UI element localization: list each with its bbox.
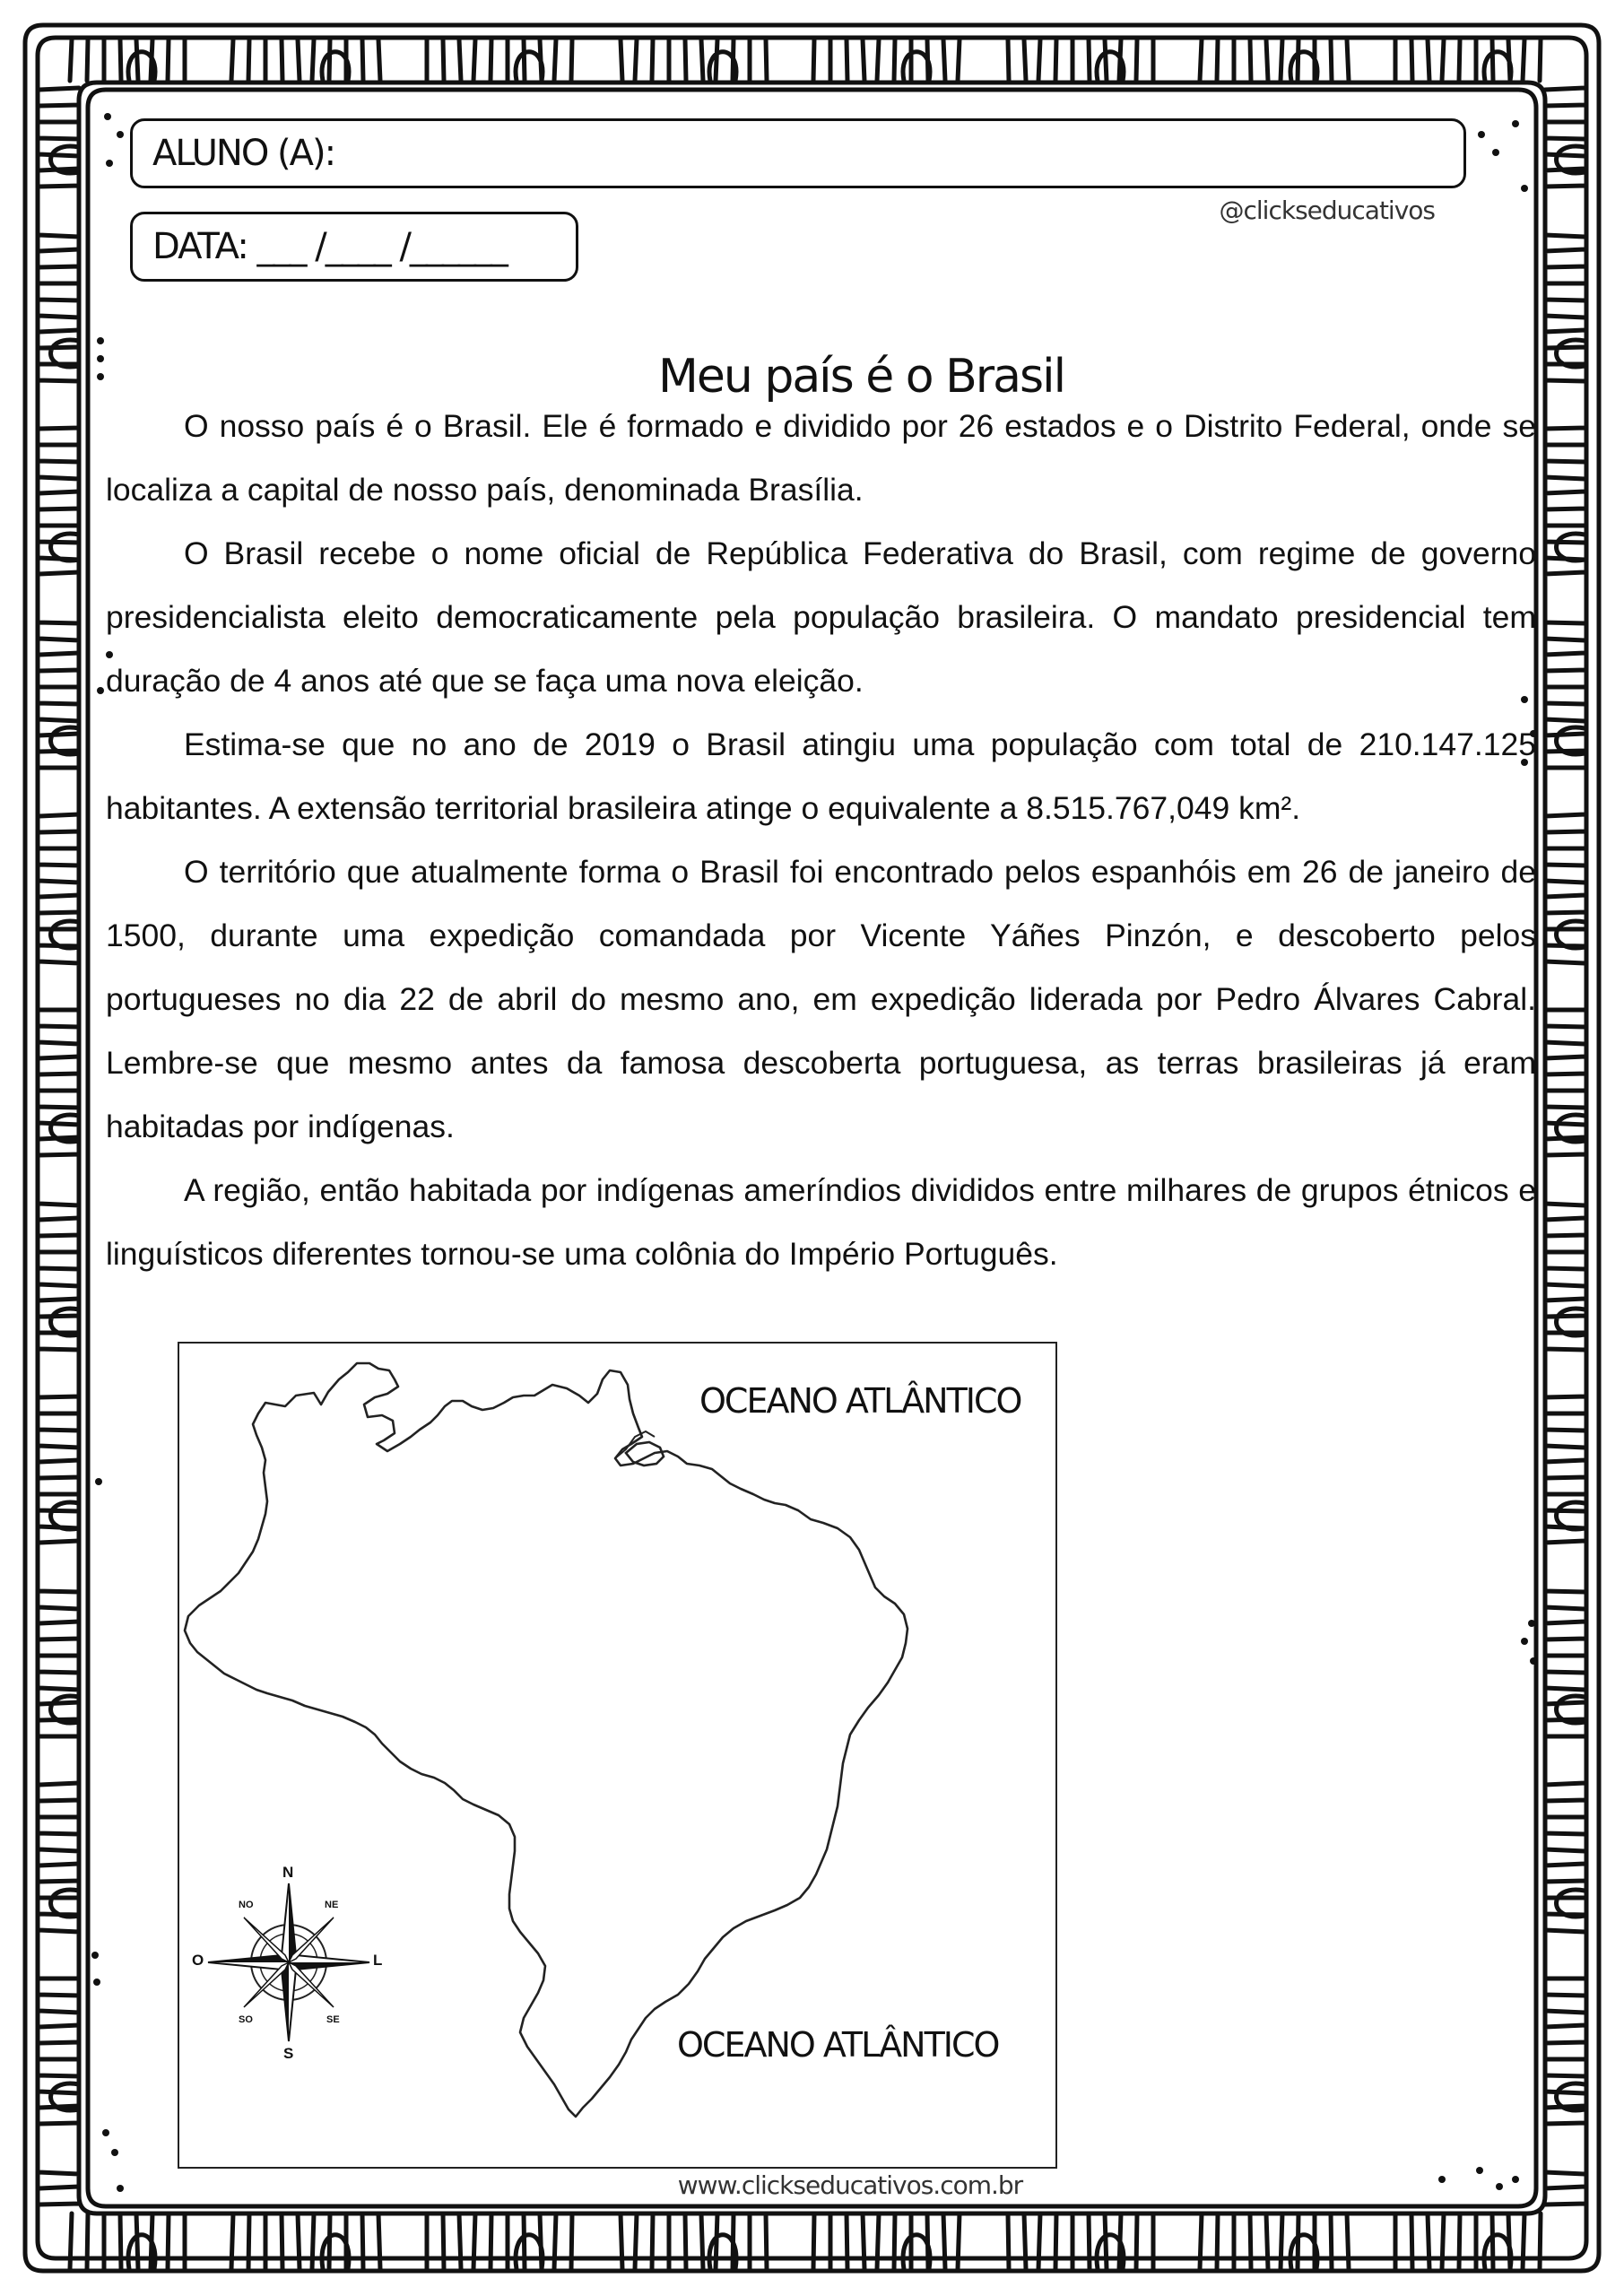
date-label: DATA: ___ /____ /______ <box>152 226 507 267</box>
compass-ne: NE <box>325 1900 339 1910</box>
paragraph: O Brasil recebe o nome oficial de República Federativa do Brasil, com regime de governo presidencialista eleito democraticamente pela população brasileira. O mandato presidencial tem duração de 4 anos até que se faça uma nova eleição. <box>106 535 1536 699</box>
compass-n: N <box>282 1864 294 1881</box>
paragraph: Estima-se que no ano de 2019 o Brasil atingiu uma população com total de 210.147.125 habitantes. A extensão territorial brasileira atinge o equivalente a 8.515.767,049 km². <box>106 726 1536 826</box>
website-footer: www.clickseducativos.com.br <box>677 2170 1023 2200</box>
social-handle: @clickseducativos <box>1219 196 1435 225</box>
compass-so: SO <box>239 2014 253 2025</box>
compass-se: SE <box>326 2014 340 2025</box>
ocean-label-south: OCEANO ATLÂNTICO <box>677 2025 999 2065</box>
paragraph: O território que atualmente forma o Brasil foi encontrado pelos espanhóis em 26 de janeiro de 1500, durante uma expedição comandada por Vicente Yáñes Pinzón, e descoberto pelos portugueses no dia 22 de abril do mesmo ano, em expedição liderada por Pedro Álvares Cabral. Lembre-se que mesmo antes da famosa descoberta portuguesa, as terras brasileiras já eram habitadas por indígenas. <box>106 854 1536 1144</box>
brazil-map <box>178 1342 1057 2169</box>
compass-rose-icon <box>199 1873 378 2052</box>
ocean-label-north: OCEANO ATLÂNTICO <box>699 1381 1021 1421</box>
paragraph: A região, então habitada por indígenas ameríndios divididos entre milhares de grupos étnicos e linguísticos diferentes tornou-se uma colônia do Império Português. <box>106 1172 1536 1272</box>
body-text <box>106 395 1536 1286</box>
page-title: Meu país é o Brasil <box>657 349 1065 404</box>
compass-l: L <box>373 1952 383 1969</box>
compass-no: NO <box>239 1900 254 1910</box>
student-name-field[interactable] <box>130 118 1466 188</box>
compass-s: S <box>283 2045 294 2062</box>
compass-o: O <box>192 1952 204 1969</box>
compass-rose <box>192 1864 383 2062</box>
student-name-label: ALUNO (A): <box>152 133 335 174</box>
marajo-island <box>626 1442 664 1465</box>
date-field[interactable] <box>130 212 578 282</box>
paragraph: O nosso país é o Brasil. Ele é formado e dividido por 26 estados e o Distrito Federal, onde se localiza a capital de nosso país, denominada Brasília. <box>106 408 1536 508</box>
